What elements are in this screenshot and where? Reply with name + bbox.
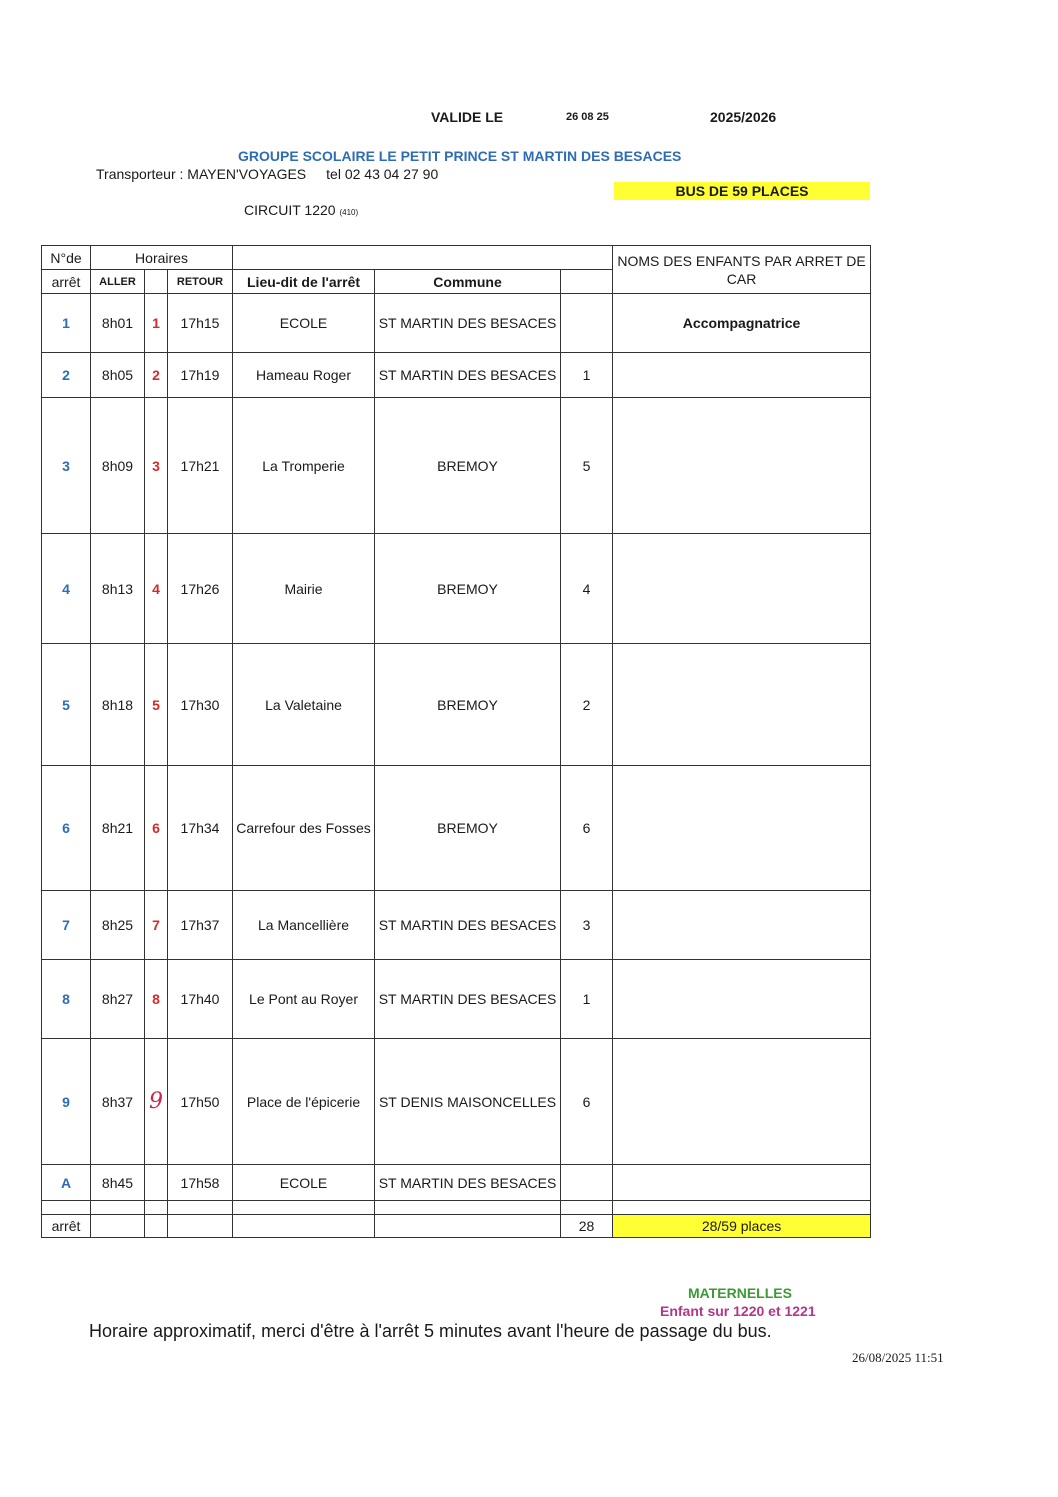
retour-number	[145, 1165, 168, 1201]
aller-time: 8h27	[91, 960, 145, 1039]
bus-capacity-badge: BUS DE 59 PLACES	[614, 182, 870, 200]
retour-time: 17h58	[168, 1165, 233, 1201]
aller-time: 8h18	[91, 644, 145, 766]
table-row	[42, 644, 871, 766]
child-count: 3	[561, 891, 613, 960]
print-timestamp: 26/08/2025 11:51	[852, 1350, 944, 1365]
commune: BREMOY	[375, 534, 561, 644]
aller-time: 8h25	[91, 891, 145, 960]
lieu-dit: ECOLE	[233, 294, 375, 353]
retour-time: 17h37	[168, 891, 233, 960]
retour-number: 2	[145, 353, 168, 398]
child-count	[561, 1165, 613, 1201]
table-row	[42, 353, 871, 398]
retour-number: 5	[145, 644, 168, 766]
retour-time: 17h15	[168, 294, 233, 353]
circuit-number: CIRCUIT 1220	[244, 202, 336, 218]
circuit-label	[244, 202, 358, 218]
retour-time: 17h34	[168, 766, 233, 891]
col-ndearret-top: N°de	[42, 246, 91, 270]
total-count: 28	[561, 1215, 613, 1238]
stop-number: 5	[42, 644, 91, 766]
lieu-dit: Mairie	[233, 534, 375, 644]
retour-number-handwritten: 9	[145, 1039, 168, 1165]
retour-time: 17h19	[168, 353, 233, 398]
commune: ST MARTIN DES BESACES	[375, 891, 561, 960]
children-names	[613, 891, 871, 960]
commune: ST MARTIN DES BESACES	[375, 1165, 561, 1201]
commune: BREMOY	[375, 644, 561, 766]
commune: BREMOY	[375, 398, 561, 534]
retour-number: 7	[145, 891, 168, 960]
col-commune: Commune	[375, 270, 561, 294]
stop-number: 4	[42, 534, 91, 644]
child-count: 5	[561, 398, 613, 534]
commune: ST MARTIN DES BESACES	[375, 353, 561, 398]
lieu-dit: ECOLE	[233, 1165, 375, 1201]
stop-number: 6	[42, 766, 91, 891]
children-names	[613, 534, 871, 644]
col-lieu: Lieu-dit de l'arrêt	[233, 270, 375, 294]
retour-time: 17h21	[168, 398, 233, 534]
stop-number: 8	[42, 960, 91, 1039]
lieu-dit: Hameau Roger	[233, 353, 375, 398]
spacer-row	[42, 1201, 871, 1215]
child-count: 6	[561, 1039, 613, 1165]
table-row	[42, 891, 871, 960]
total-row	[42, 1215, 871, 1238]
children-names	[613, 1039, 871, 1165]
aller-time: 8h05	[91, 353, 145, 398]
retour-number: 1	[145, 294, 168, 353]
children-names	[613, 766, 871, 891]
children-names	[613, 398, 871, 534]
stop-number: 7	[42, 891, 91, 960]
lieu-dit: Carrefour des Fosses	[233, 766, 375, 891]
aller-time: 8h21	[91, 766, 145, 891]
child-count: 4	[561, 534, 613, 644]
transporteur-line	[96, 166, 438, 182]
retour-number: 3	[145, 398, 168, 534]
stop-number: A	[42, 1165, 91, 1201]
children-names	[613, 644, 871, 766]
lieu-dit: Le Pont au Royer	[233, 960, 375, 1039]
retour-number: 6	[145, 766, 168, 891]
retour-time: 17h50	[168, 1039, 233, 1165]
circuit-table	[41, 245, 871, 1238]
child-count: 1	[561, 353, 613, 398]
children-names	[613, 1165, 871, 1201]
commune: ST DENIS MAISONCELLES	[375, 1039, 561, 1165]
child-count: 1	[561, 960, 613, 1039]
circuit-sub: (410)	[339, 208, 359, 217]
child-count	[561, 294, 613, 353]
header-blank	[233, 246, 613, 270]
enfant-note: Enfant sur 1220 et 1221	[660, 1303, 816, 1319]
retour-time: 17h30	[168, 644, 233, 766]
col-horaires: Horaires	[91, 246, 233, 270]
lieu-dit: La Mancellière	[233, 891, 375, 960]
lieu-dit: La Tromperie	[233, 398, 375, 534]
col-ndearret-bottom: arrêt	[42, 270, 91, 294]
aller-time: 8h09	[91, 398, 145, 534]
stop-number: 2	[42, 353, 91, 398]
aller-time: 8h37	[91, 1039, 145, 1165]
children-names: Accompagnatrice	[613, 294, 871, 353]
valide-date: 26 08 25	[566, 111, 609, 123]
horaire-note: Horaire approximatif, merci d'être à l'arrêt 5 minutes avant l'heure de passage du bus.	[89, 1321, 772, 1341]
table-row	[42, 534, 871, 644]
table-row	[42, 294, 871, 353]
col-ret-num	[145, 270, 168, 294]
lieu-dit: La Valetaine	[233, 644, 375, 766]
stop-number: 9	[42, 1039, 91, 1165]
aller-time: 8h13	[91, 534, 145, 644]
retour-number: 8	[145, 960, 168, 1039]
table-row	[42, 398, 871, 534]
school-year: 2025/2026	[710, 109, 777, 125]
places-summary: 28/59 places	[613, 1215, 871, 1238]
transporteur: Transporteur : MAYEN'VOYAGES	[96, 166, 307, 182]
aller-time: 8h45	[91, 1165, 145, 1201]
col-aller: ALLER	[91, 270, 145, 294]
table-row	[42, 766, 871, 891]
child-count: 6	[561, 766, 613, 891]
children-names	[613, 353, 871, 398]
retour-time: 17h26	[168, 534, 233, 644]
stop-number: 3	[42, 398, 91, 534]
valide-label: VALIDE LE	[431, 109, 504, 125]
child-count: 2	[561, 644, 613, 766]
table-row	[42, 1165, 871, 1201]
retour-number: 4	[145, 534, 168, 644]
table-header-row-1	[42, 246, 871, 270]
table-row	[42, 960, 871, 1039]
aller-time: 8h01	[91, 294, 145, 353]
col-count	[561, 270, 613, 294]
retour-time: 17h40	[168, 960, 233, 1039]
children-names	[613, 960, 871, 1039]
maternelles-label: MATERNELLES	[688, 1285, 792, 1301]
commune: BREMOY	[375, 766, 561, 891]
stop-number: 1	[42, 294, 91, 353]
col-retour: RETOUR	[168, 270, 233, 294]
school-title: GROUPE SCOLAIRE LE PETIT PRINCE ST MARTIN DES BESACES	[238, 148, 682, 164]
commune: ST MARTIN DES BESACES	[375, 294, 561, 353]
footer-arret-label: arrêt	[42, 1215, 91, 1238]
col-noms: NOMS DES ENFANTS PAR ARRET DE CAR	[613, 246, 871, 294]
table-row	[42, 1039, 871, 1165]
commune: ST MARTIN DES BESACES	[375, 960, 561, 1039]
lieu-dit: Place de l'épicerie	[233, 1039, 375, 1165]
transporteur-tel: tel 02 43 04 27 90	[326, 166, 439, 182]
